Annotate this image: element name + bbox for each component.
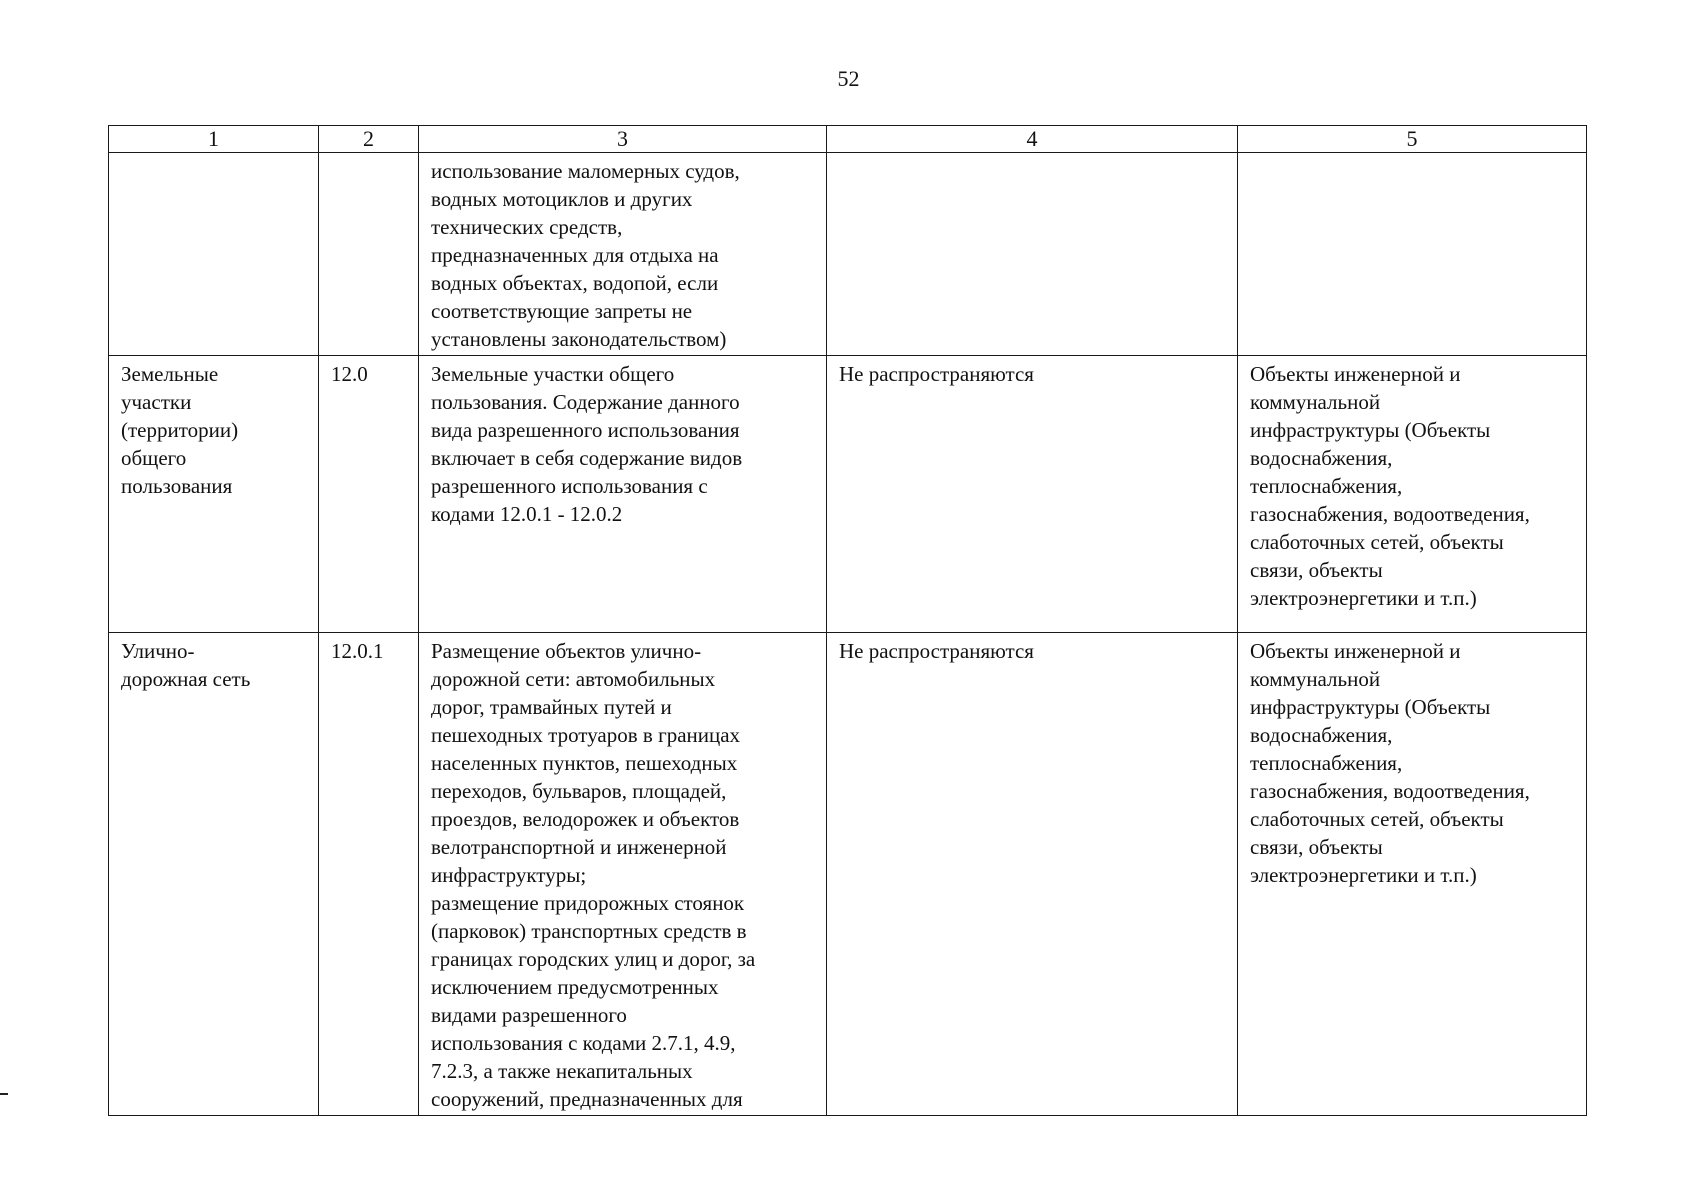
description-line: технических средств, bbox=[431, 215, 623, 239]
column-number-5: 5 bbox=[1238, 126, 1587, 153]
column-number-row bbox=[109, 126, 1587, 153]
table-row bbox=[109, 633, 1587, 1116]
auxiliary-objects-line: коммунальной bbox=[1250, 390, 1381, 414]
description-line: исключением предусмотренных bbox=[431, 975, 719, 999]
description-cell bbox=[419, 153, 827, 356]
auxiliary-objects-line: газоснабжения, водоотведения, bbox=[1250, 779, 1530, 803]
description-line: инфраструктуры; bbox=[431, 863, 587, 887]
auxiliary-objects-line: инфраструктуры (Объекты bbox=[1250, 418, 1491, 442]
description-line: дорожной сети: автомобильных bbox=[431, 667, 716, 691]
use-type-name-cell bbox=[109, 633, 319, 1116]
description-line: использование маломерных судов, bbox=[431, 159, 740, 183]
description-line: соответствующие запреты не bbox=[431, 299, 693, 323]
use-type-name-line: Улично- bbox=[121, 639, 195, 663]
description-line: велотранспортной и инженерной bbox=[431, 835, 727, 859]
auxiliary-objects-line: водоснабжения, bbox=[1250, 446, 1393, 470]
column-number-4: 4 bbox=[827, 126, 1238, 153]
description-cell bbox=[419, 633, 827, 1116]
column-number-2: 2 bbox=[319, 126, 419, 153]
description-cell bbox=[419, 356, 827, 633]
auxiliary-objects-line: газоснабжения, водоотведения, bbox=[1250, 502, 1530, 526]
auxiliary-objects-line: Объекты инженерной и bbox=[1250, 639, 1461, 663]
use-type-name-line: пользования bbox=[121, 474, 233, 498]
description-line: видами разрешенного bbox=[431, 1003, 627, 1027]
margin-mark bbox=[0, 1093, 8, 1095]
land-use-table bbox=[108, 125, 1587, 1116]
description-line: включает в себя содержание видов bbox=[431, 446, 743, 470]
auxiliary-objects-line: электроэнергетики и т.п.) bbox=[1250, 586, 1477, 610]
description-line: вида разрешенного использования bbox=[431, 418, 740, 442]
auxiliary-objects-cell bbox=[1238, 633, 1587, 1116]
description-line: сооружений, предназначенных для bbox=[431, 1087, 743, 1111]
description-line: установлены законодательством) bbox=[431, 327, 727, 351]
auxiliary-objects-line: теплоснабжения, bbox=[1250, 751, 1403, 775]
description-line: кодами 12.0.1 - 12.0.2 bbox=[431, 502, 623, 526]
use-type-name-line: дорожная сеть bbox=[121, 667, 251, 691]
use-code-cell: 12.0.1 bbox=[319, 633, 419, 1116]
description-line: разрешенного использования с bbox=[431, 474, 708, 498]
auxiliary-objects-cell bbox=[1238, 356, 1587, 633]
auxiliary-objects-line: слаботочных сетей, объекты bbox=[1250, 530, 1504, 554]
auxiliary-objects-line: теплоснабжения, bbox=[1250, 474, 1403, 498]
description-line: пользования. Содержание данного bbox=[431, 390, 740, 414]
description-line: дорог, трамвайных путей и bbox=[431, 695, 672, 719]
use-type-name-line: участки bbox=[121, 390, 192, 414]
description-line: водных мотоциклов и других bbox=[431, 187, 693, 211]
auxiliary-objects-line: инфраструктуры (Объекты bbox=[1250, 695, 1491, 719]
description-line: предназначенных для отдыха на bbox=[431, 243, 719, 267]
use-type-name-cell bbox=[109, 153, 319, 356]
table-row bbox=[109, 153, 1587, 356]
use-type-name-cell bbox=[109, 356, 319, 633]
restrictions-cell: Не распространяются bbox=[827, 356, 1238, 633]
use-code-cell bbox=[319, 153, 419, 356]
auxiliary-objects-line: электроэнергетики и т.п.) bbox=[1250, 863, 1477, 887]
table-row bbox=[109, 356, 1587, 633]
auxiliary-objects-line: коммунальной bbox=[1250, 667, 1381, 691]
description-line: Земельные участки общего bbox=[431, 362, 675, 386]
page-number: 52 bbox=[837, 66, 860, 91]
description-line: использования с кодами 2.7.1, 4.9, bbox=[431, 1031, 736, 1055]
description-line: границах городских улиц и дорог, за bbox=[431, 947, 756, 971]
auxiliary-objects-line: связи, объекты bbox=[1250, 835, 1383, 859]
auxiliary-objects-cell bbox=[1238, 153, 1587, 356]
description-line: переходов, бульваров, площадей, bbox=[431, 779, 727, 803]
description-line: 7.2.3, а также некапитальных bbox=[431, 1059, 693, 1083]
description-line: водных объектах, водопой, если bbox=[431, 271, 719, 295]
description-line: Размещение объектов улично- bbox=[431, 639, 702, 663]
column-number-1: 1 bbox=[109, 126, 319, 153]
auxiliary-objects-line: Объекты инженерной и bbox=[1250, 362, 1461, 386]
description-line: населенных пунктов, пешеходных bbox=[431, 751, 738, 775]
description-line: (парковок) транспортных средств в bbox=[431, 919, 747, 943]
auxiliary-objects-line: водоснабжения, bbox=[1250, 723, 1393, 747]
use-type-name-line: общего bbox=[121, 446, 187, 470]
use-type-name-line: (территории) bbox=[121, 418, 239, 442]
column-number-3: 3 bbox=[419, 126, 827, 153]
restrictions-cell: Не распространяются bbox=[827, 633, 1238, 1116]
use-code-cell: 12.0 bbox=[319, 356, 419, 633]
restrictions-cell bbox=[827, 153, 1238, 356]
auxiliary-objects-line: слаботочных сетей, объекты bbox=[1250, 807, 1504, 831]
description-line: размещение придорожных стоянок bbox=[431, 891, 745, 915]
description-line: пешеходных тротуаров в границах bbox=[431, 723, 741, 747]
auxiliary-objects-line: связи, объекты bbox=[1250, 558, 1383, 582]
use-type-name-line: Земельные bbox=[121, 362, 219, 386]
description-line: проездов, велодорожек и объектов bbox=[431, 807, 740, 831]
